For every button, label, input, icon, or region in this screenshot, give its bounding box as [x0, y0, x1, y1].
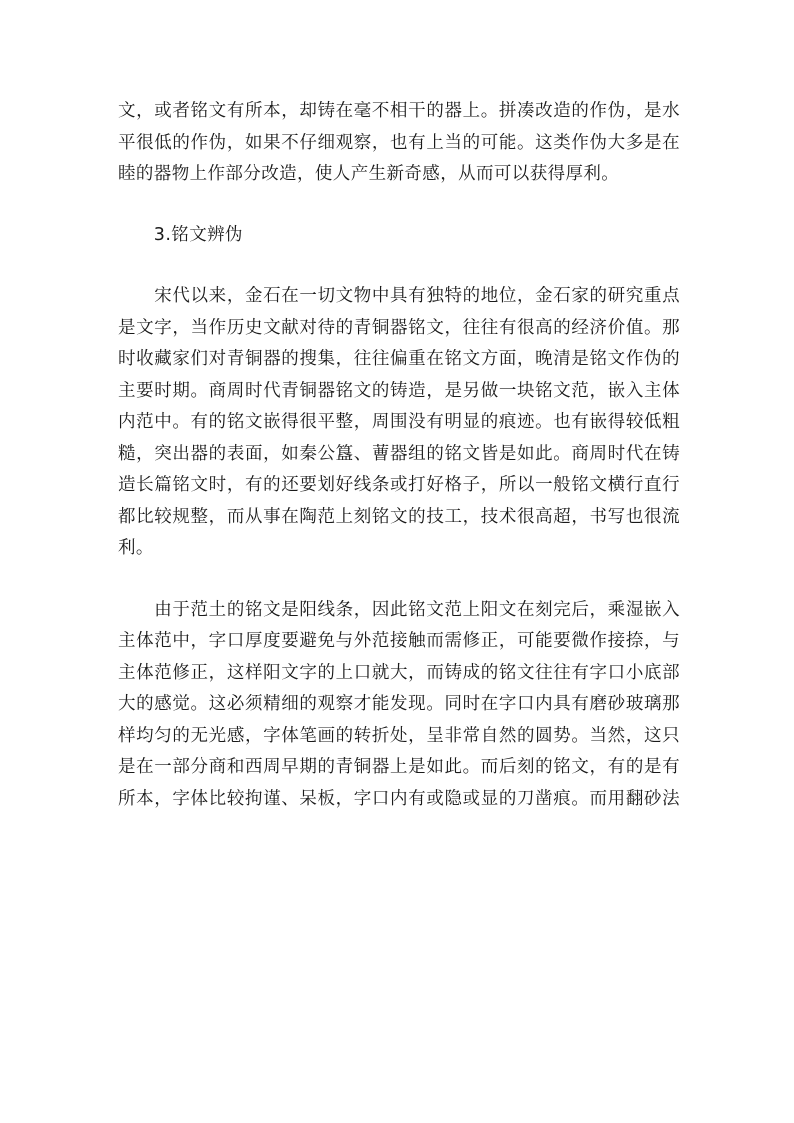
text-line: 都比较规整，而从事在陶范上刻铭文的技工，技术很高超，书写也很流	[118, 506, 680, 527]
text-line: 主体范修正，这样阳文字的上口就大，而铸成的铭文往往有字口小底部	[118, 662, 680, 683]
text-line: 是文字，当作历史文献对待的青铜器铭文，往往有很高的经济价值。那	[118, 317, 680, 338]
text-line: 睦的器物上作部分改造，使人产生新奇感，从而可以获得厚利。	[118, 164, 620, 184]
text-line: 造长篇铭文时，有的还要划好线条或打好格子，所以一般铭文横行直行	[118, 475, 680, 495]
text-line: 文，或者铭文有所本，却铸在毫不相干的器上。拼凑改造的作伪，是水	[118, 101, 680, 121]
text-line: 由于范土的铭文是阳线条，因此铭文范上阳文在刻完后，乘湿嵌入	[118, 599, 680, 620]
text-line: 样均匀的无光感，字体笔画的转折处，呈非常自然的圆势。当然，这只	[118, 725, 680, 746]
text-line: 主体范中，字口厚度要避免与外范接触而需修正，可能要微作接捺，与	[118, 631, 680, 651]
text-line: 平很低的作伪，如果不仔细观察，也有上当的可能。这类作伪大多是在	[118, 132, 680, 153]
paragraph-3	[118, 595, 680, 816]
text-line: 大的感觉。这必须精细的观察才能发现。同时在字口内具有磨砂玻璃那	[118, 694, 680, 714]
text-line: 糙，突出器的表面，如秦公簋、蓸器组的铭文皆是如此。商周时代在铸	[118, 443, 680, 464]
text-line: 时收藏家们对青铜器的搜集，往往偏重在铭文方面，晚清是铭文作伪的	[118, 349, 680, 369]
paragraph-1	[118, 96, 680, 191]
document-page	[118, 96, 680, 845]
paragraph-2	[118, 281, 680, 565]
text-line: 是在一部分商和西周早期的青铜器上是如此。而后刻的铭文，有的是有	[118, 757, 680, 777]
text-line: 内范中。有的铭文嵌得很平整，周围没有明显的痕迹。也有嵌得较低粗	[118, 412, 680, 432]
text-line: 宋代以来，金石在一切文物中具有独特的地位，金石家的研究重点	[118, 286, 680, 306]
text-line: 利。	[118, 538, 154, 558]
text-line: 所本，字体比较拘谨、呆板，字口内有或隐或显的刀凿痕。而用翻砂法	[118, 788, 680, 809]
section-heading	[118, 220, 680, 252]
section-heading-text: 3.铭文辨伪	[118, 224, 243, 245]
text-line: 主要时期。商周时代青铜器铭文的铸造，是另做一块铭文范，嵌入主体	[118, 380, 680, 401]
